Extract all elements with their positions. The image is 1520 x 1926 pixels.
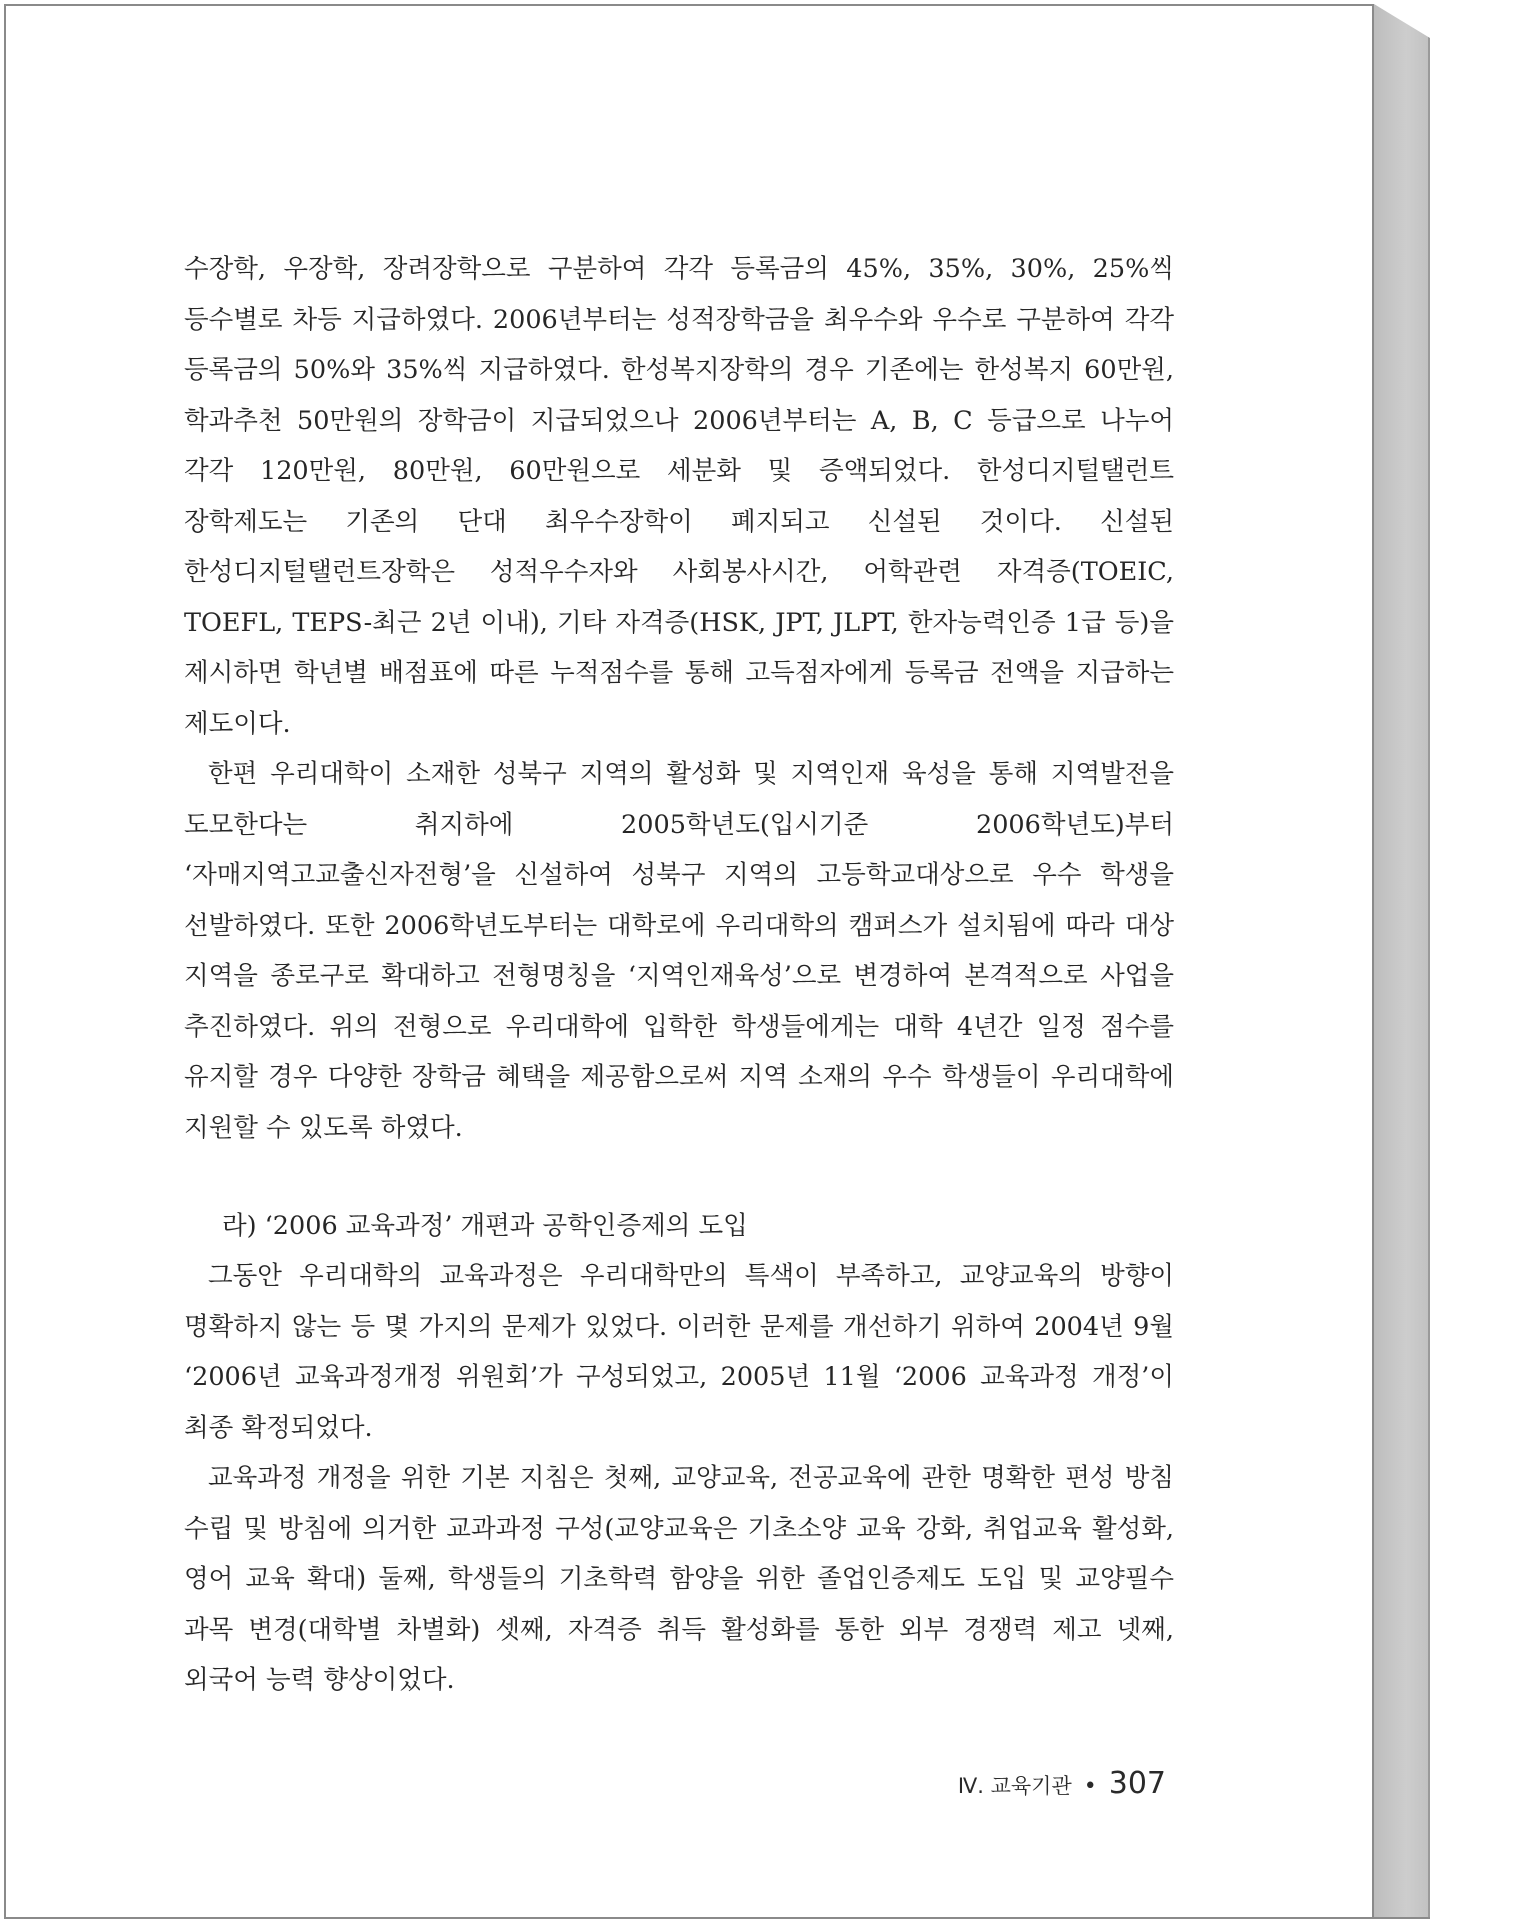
footer-chapter-title: Ⅳ. 교육기관 xyxy=(957,1774,1072,1798)
page-body-text xyxy=(184,244,1174,1706)
footer-bullet-icon: • xyxy=(1083,1774,1097,1799)
page-number: 307 xyxy=(1108,1766,1166,1801)
paragraph-curriculum-guidelines: 교육과정 개정을 위한 기본 지침은 첫째, 교양교육, 전공교육에 관한 명확한 편성 방침 수립 및 방침에 의거한 교과과정 구성(교양교육은 기초소양 교육 강화, 취업교육 활성화, 영어 교육 확대) 둘째, 학생들의 기초학력 함양을 위한 졸업인증제도 도입 및 교양필수 과목 변경(대학별 차별화) 셋째, 자격증 취득 활성화를 통한 외부 경쟁력 제고 넷째, 외국어 능력 향상이었다. xyxy=(184,1463,1174,1695)
paragraph-scholarship: 수장학, 우장학, 장려장학으로 구분하여 각각 등록금의 45%, 35%, 30%, 25%씩 등수별로 차등 지급하였다. 2006년부터는 성적장학금을 최우수와 우수로 구분하여 각각 등록금의 50%와 35%씩 지급하였다. 한성복지장학의 경우 기존에는 한성복지 60만원, 학과추천 50만원의 장학금이 지급되었으나 2006년부터는 A, B, C 등급으로 나누어 각각 120만원, 80만원, 60만원으로 세분화 및 증액되었다. 한성디지털탤런트 장학제도는 기존의 단대 최우수장학이 폐지되고 신설된 것이다. 신설된 한성디지털탤런트장학은 성적우수자와 사회봉사시간, 어학관련 자격증(TOEIC, TOEFL, TEPS-최근 2년 이내), 기타 자격증(HSK, JPT, JLPT, 한자능력인증 1급 등)을 제시하면 학년별 배점표에 따른 누적점수를 통해 고득점자에게 등록금 전액을 지급하는 제도이다. xyxy=(184,254,1174,739)
page-stack-edge xyxy=(1374,4,1430,1919)
section-heading: 라) ‘2006 교육과정’ 개편과 공학인증제의 도입 xyxy=(222,1211,748,1241)
paragraph-curriculum-revision: 그동안 우리대학의 교육과정은 우리대학만의 특색이 부족하고, 교양교육의 방향이 명확하지 않는 등 몇 가지의 문제가 있었다. 이러한 문제를 개선하기 위하여 2004년 9월 ‘2006년 교육과정개정 위원회’가 구성되었고, 2005년 11월 ‘2006 교육과정 개정’이 최종 확정되었다. xyxy=(184,1261,1174,1443)
paragraph-regional-admission: 한편 우리대학이 소재한 성북구 지역의 활성화 및 지역인재 육성을 통해 지역발전을 도모한다는 취지하에 2005학년도(입시기준 2006학년도)부터 ‘자매지역고교출신자전형’을 신설하여 성북구 지역의 고등학교대상으로 우수 학생을 선발하였다. 또한 2006학년도부터는 대학로에 우리대학의 캠퍼스가 설치됨에 따라 대상 지역을 종로구로 확대하고 전형명칭을 ‘지역인재육성’으로 변경하여 본격적으로 사업을 추진하였다. 위의 전형으로 우리대학에 입학한 학생들에게는 대학 4년간 일정 점수를 유지할 경우 다양한 장학금 혜택을 제공함으로써 지역 소재의 우수 학생들이 우리대학에 지원할 수 있도록 하였다. xyxy=(184,759,1174,1143)
page-footer xyxy=(958,1766,1166,1801)
book-page xyxy=(4,4,1374,1919)
